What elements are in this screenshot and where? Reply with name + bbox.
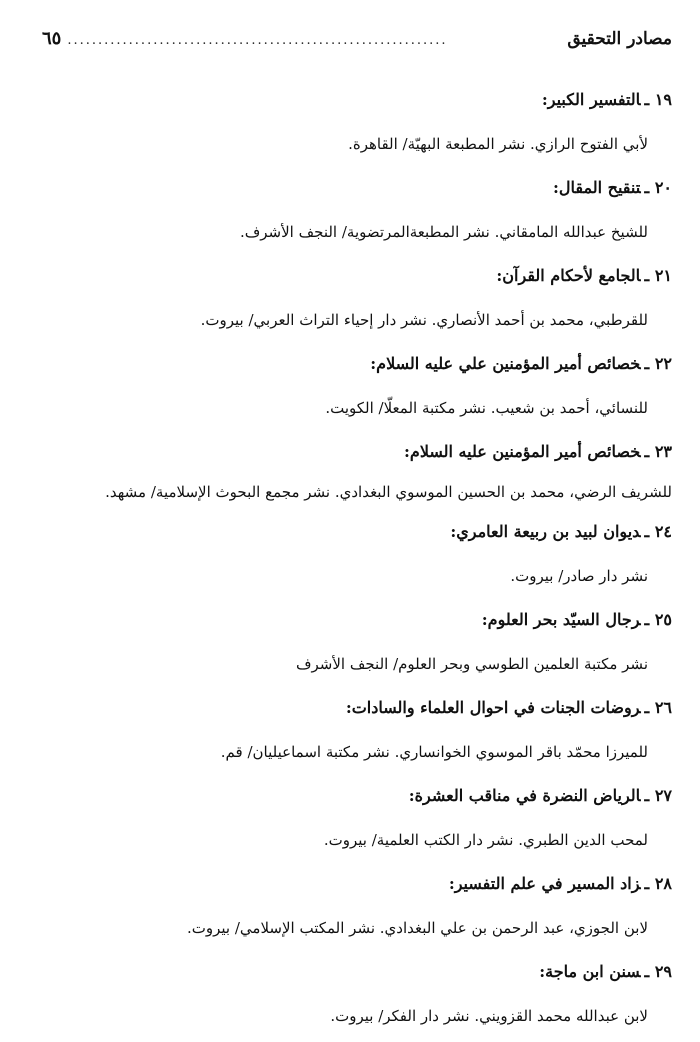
bibliography-entry <box>32 774 672 862</box>
entry-description: للقرطبي، محمد بن أحمد الأنصاري. نشر دار إحياء التراث العربي/ بيروت. <box>200 311 648 329</box>
entry-heading <box>32 166 672 210</box>
bibliography-entry <box>32 862 672 950</box>
bibliography-list <box>32 78 672 1038</box>
entry-title: تنقيح المقال: <box>553 178 641 197</box>
bibliography-entry <box>32 254 672 342</box>
entry-title: زاد المسير في علم التفسير: <box>448 874 641 893</box>
page-number: ٦٥ <box>42 28 62 49</box>
entry-title: خصائص أمير المؤمنين علي عليه السلام: <box>370 354 641 373</box>
entry-heading <box>32 78 672 122</box>
entry-number: ٢٥ ـ <box>644 610 672 629</box>
entry-number: ١٩ ـ <box>644 90 672 109</box>
entry-description: للشيخ عبدالله المامقاني. نشر المطبعةالمرتضوية/ النجف الأشرف. <box>239 223 648 241</box>
bibliography-entry <box>32 510 672 598</box>
entry-description: لابن عبدالله محمد القزويني. نشر دار الفكر/ بيروت. <box>330 1007 648 1025</box>
entry-title: روضات الجنات في احوال العلماء والسادات: <box>345 698 641 717</box>
entry-number: ٢٣ ـ <box>644 442 672 461</box>
entry-title: سنن ابن ماجة: <box>539 962 641 981</box>
entry-title: ديوان لبيد بن ربيعة العامري: <box>450 522 641 541</box>
entry-heading <box>32 430 672 474</box>
header-title: مصادر التحقيق <box>567 29 672 49</box>
entry-heading <box>32 862 672 906</box>
bibliography-entry <box>32 950 672 1038</box>
bibliography-entry <box>32 686 672 774</box>
entry-description: للنسائي، أحمد بن شعيب. نشر مكتبة المعلّا/ الكويت. <box>325 399 648 417</box>
entry-description: للميرزا محمّد باقر الموسوي الخوانساري. نشر مكتبة اسماعيليان/ قم. <box>220 743 648 761</box>
bibliography-entry <box>32 166 672 254</box>
entry-title: الجامع لأحكام القرآن: <box>496 266 641 285</box>
entry-number: ٢٤ ـ <box>644 522 672 541</box>
entry-number: ٢٦ ـ <box>644 698 672 717</box>
entry-description: لمحب الدين الطبري. نشر دار الكتب العلمية/ بيروت. <box>323 831 648 849</box>
entry-description: للشريف الرضي، محمد بن الحسين الموسوي البغدادي. نشر مجمع البحوث الإسلامية/ مشهد. <box>105 483 672 501</box>
entry-title: الرياض النضرة في مناقب العشرة: <box>408 786 641 805</box>
entry-number: ٢٢ ـ <box>644 354 672 373</box>
entry-description: لابن الجوزي، عبد الرحمن بن علي البغدادي. نشر المكتب الإسلامي/ بيروت. <box>186 919 648 937</box>
bibliography-entry <box>32 598 672 686</box>
entry-number: ٢١ ـ <box>644 266 672 285</box>
entry-heading <box>32 774 672 818</box>
bibliography-entry <box>32 430 672 510</box>
entry-title: التفسير الكبير: <box>541 90 641 109</box>
bibliography-entry <box>32 342 672 430</box>
header-leader-dots: .............................................................. <box>67 33 448 48</box>
entry-heading <box>32 686 672 730</box>
entry-heading <box>32 950 672 994</box>
entry-number: ٢٨ ـ <box>644 874 672 893</box>
entry-description: نشر مكتبة العلمين الطوسي وبحر العلوم/ النجف الأشرف <box>295 655 648 673</box>
entry-number: ٢٧ ـ <box>644 786 672 805</box>
entry-description: لأبي الفتوح الرازي. نشر المطبعة البهيّة/ القاهرة. <box>348 135 648 153</box>
entry-heading <box>32 342 672 386</box>
entry-number: ٢٠ ـ <box>644 178 672 197</box>
running-header <box>42 28 672 62</box>
entry-description: نشر دار صادر/ بيروت. <box>510 567 648 585</box>
bibliography-entry <box>32 78 672 166</box>
entry-number: ٢٩ ـ <box>644 962 672 981</box>
entry-heading <box>32 254 672 298</box>
entry-heading <box>32 510 672 554</box>
entry-heading <box>32 598 672 642</box>
entry-title: خصائص أمير المؤمنين عليه السلام: <box>404 442 641 461</box>
entry-title: رجال السيّد بحر العلوم: <box>481 610 641 629</box>
